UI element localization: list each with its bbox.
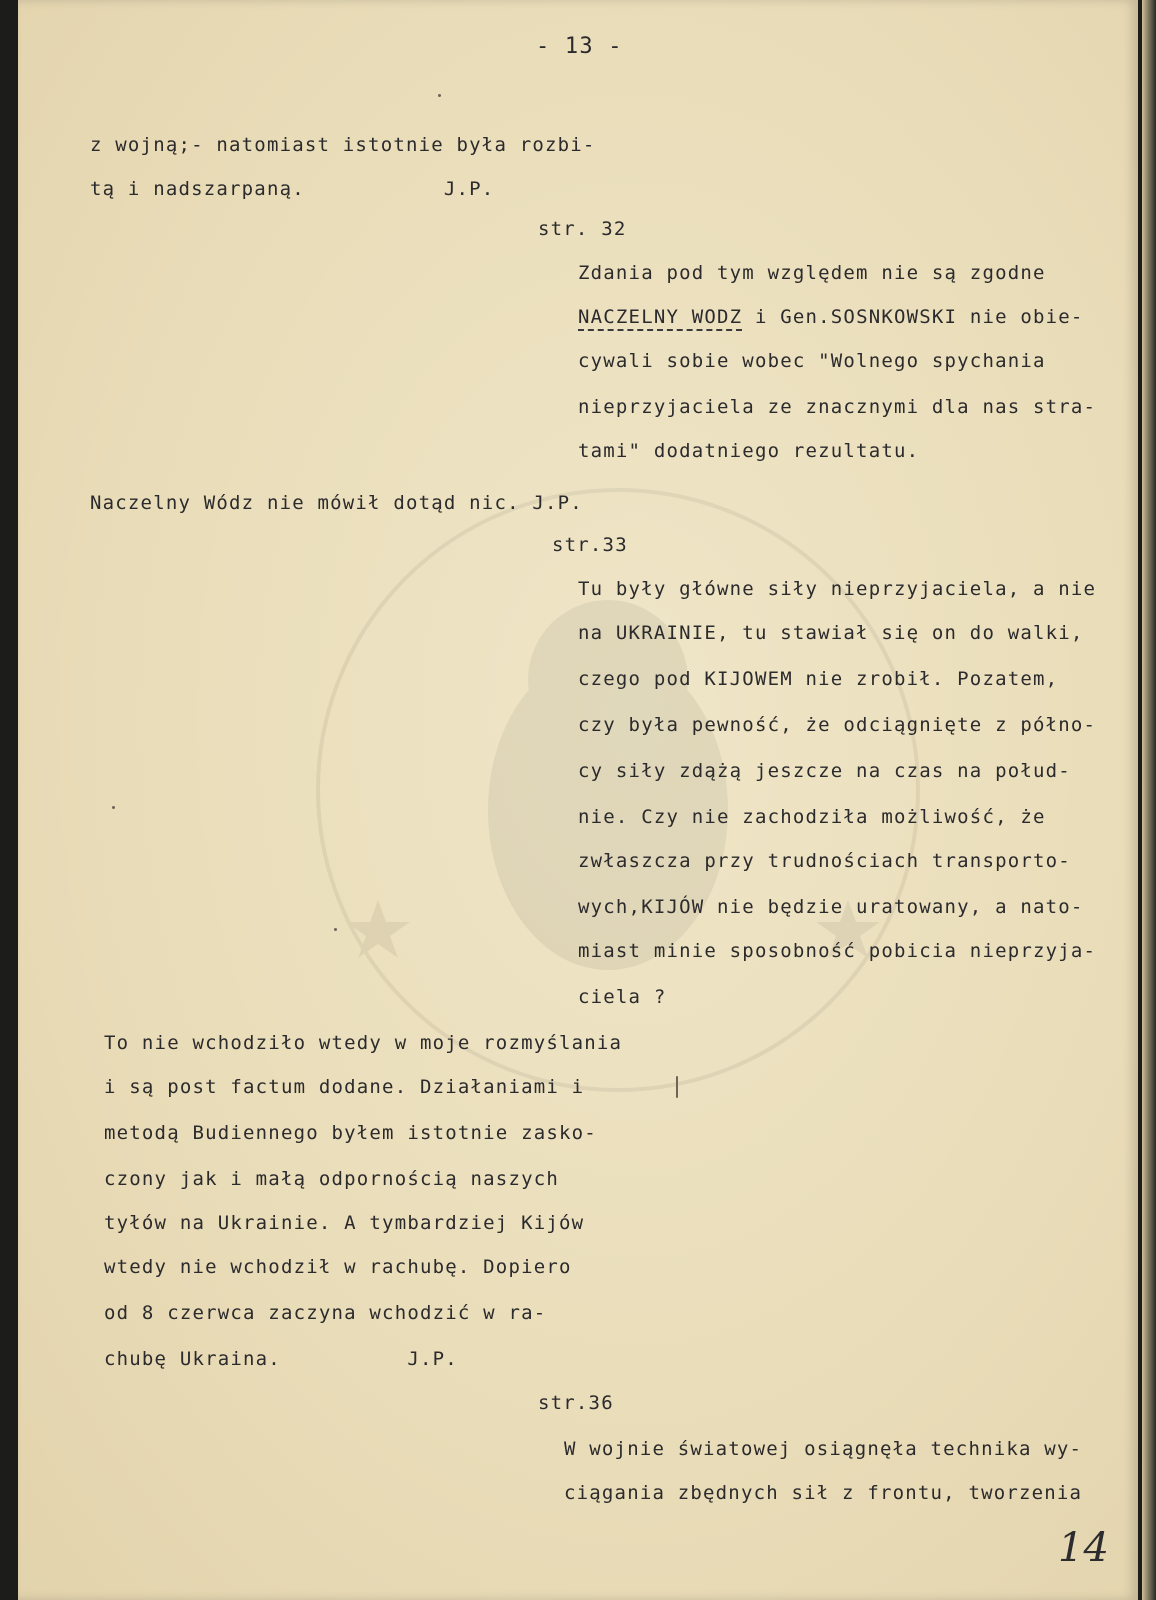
- text-line: cy siły zdążą jeszcze na czas na połud-: [578, 760, 1071, 782]
- text-line: cywali sobie wobec "Wolnego spychania: [578, 350, 1046, 372]
- underlined-text: NACZELNY WODZ: [578, 306, 742, 331]
- text-line: nie. Czy nie zachodziła możliwość, że: [578, 806, 1046, 828]
- text-line: chubę Ukraina. J.P.: [104, 1348, 458, 1370]
- page-reference: str.36: [538, 1392, 614, 1414]
- paper-speck: [334, 928, 337, 931]
- text-line: [578, 306, 1084, 328]
- paper-speck: [112, 806, 115, 809]
- text-line: Naczelny Wódz nie mówił dotąd nic. J.P.: [90, 492, 583, 514]
- paper-mark: [676, 1076, 678, 1098]
- text-line: tyłów na Ukrainie. A tymbardziej Kijów: [104, 1212, 585, 1234]
- text-line: od 8 czerwca zaczyna wchodzić w ra-: [104, 1302, 547, 1324]
- text-line: ciela ?: [578, 986, 667, 1008]
- text-line: nieprzyjaciela ze znacznymi dla nas stra-: [578, 396, 1097, 418]
- text-line: W wojnie światowej osiągnęła technika wy-: [564, 1438, 1083, 1460]
- text-line: czy była pewność, że odciągnięte z półno-: [578, 714, 1097, 736]
- text-line: na UKRAINIE, tu stawiał się on do walki,: [578, 622, 1084, 644]
- text-line: tami" dodatniego rezultatu.: [578, 440, 920, 462]
- text-line: tą i nadszarpaną. J.P.: [90, 178, 495, 200]
- text-fragment: i Gen.SOSNKOWSKI nie obie-: [742, 306, 1084, 328]
- page-number: - 13 -: [536, 34, 623, 59]
- document-page: [18, 0, 1138, 1600]
- paper-speck: [438, 94, 441, 97]
- page-reference: str. 32: [538, 218, 627, 240]
- page-reference: str.33: [552, 534, 628, 556]
- text-line: czego pod KIJOWEM nie zrobił. Pozatem,: [578, 668, 1059, 690]
- text-line: i są post factum dodane. Działaniami i: [104, 1076, 585, 1098]
- text-line: wtedy nie wchodził w rachubę. Dopiero: [104, 1256, 572, 1278]
- page-edge-shadow: [1142, 0, 1156, 1600]
- text-line: czony jak i małą odpornością naszych: [104, 1168, 560, 1190]
- text-line: zwłaszcza przy trudnościach transporto-: [578, 850, 1071, 872]
- text-line: wych,KIJÓW nie będzie uratowany, a nato-: [578, 896, 1084, 918]
- text-line: z wojną;- natomiast istotnie była rozbi-: [90, 134, 596, 156]
- text-line: Tu były główne siły nieprzyjaciela, a nie: [578, 578, 1097, 600]
- text-line: ciągania zbędnych sił z frontu, tworzenia: [564, 1482, 1083, 1504]
- handwritten-folio-number: 14: [1058, 1525, 1109, 1571]
- text-line: miast minie sposobność pobicia nieprzyja-: [578, 940, 1097, 962]
- text-line: metodą Budiennego byłem istotnie zasko-: [104, 1122, 597, 1144]
- text-line: Zdania pod tym względem nie są zgodne: [578, 262, 1046, 284]
- text-line: To nie wchodziło wtedy w moje rozmyślania: [104, 1032, 623, 1054]
